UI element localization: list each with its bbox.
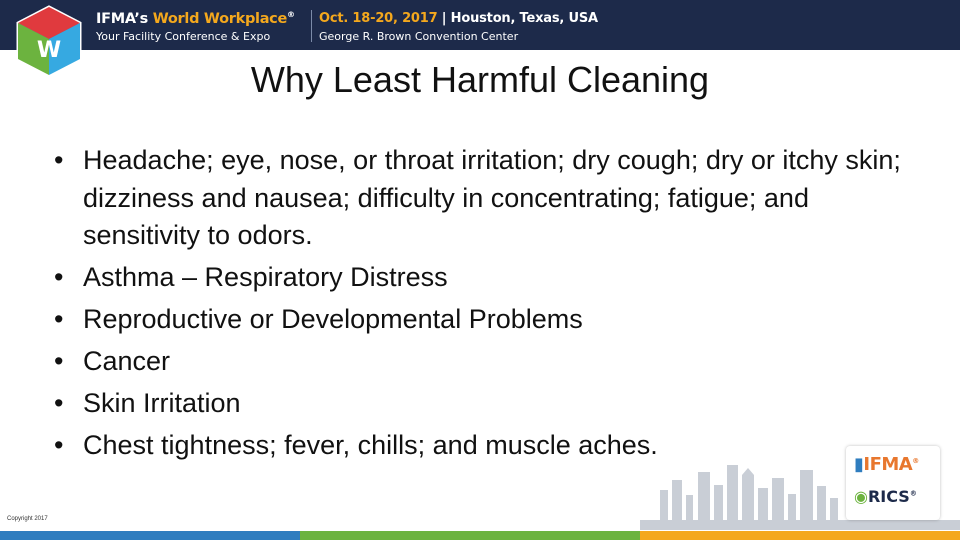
bottom-bar-segment: [640, 531, 960, 540]
bullet-item: • Asthma – Respiratory Distress: [54, 259, 924, 297]
bullet-item: • Headache; eye, nose, or throat irritation; dry cough; dry or itchy skin; dizziness and nausea; difficulty in concentrating; fatigue; and sensitivity to odors.: [54, 142, 924, 255]
ww-globe-logo-icon: [14, 5, 84, 77]
bullet-item: • Reproductive or Developmental Problems: [54, 301, 924, 339]
bullet-item: • Chest tightness; fever, chills; and muscle aches.: [54, 427, 924, 465]
header-divider: [311, 10, 312, 42]
rics-registered-mark: ®: [909, 489, 917, 498]
rics-logo-text: RICS: [867, 487, 910, 506]
svg-text:W: W: [36, 38, 62, 63]
registered-mark: ®: [287, 10, 295, 19]
date-separator: |: [437, 11, 451, 26]
copyright-notice: Copyright 2017: [7, 516, 48, 522]
rics-logo: ◉RICS®: [854, 487, 917, 506]
bullet-item: • Cancer: [54, 343, 924, 381]
bottom-bar-segment: [0, 531, 300, 540]
event-name-prefix: IFMA’s: [96, 10, 153, 27]
bottom-bar-segment: [300, 531, 640, 540]
bottom-color-bar: [0, 531, 960, 540]
event-tagline: Your Facility Conference & Expo: [96, 30, 271, 43]
event-venue: George R. Brown Convention Center: [319, 30, 519, 43]
bullet-item: • Skin Irritation: [54, 385, 924, 423]
event-name-highlight: World Workplace: [152, 10, 288, 27]
event-date: Oct. 18-20, 2017: [319, 11, 438, 26]
ifma-logo: ▮IFMA®: [854, 454, 919, 475]
event-name: [96, 10, 295, 27]
event-location: Houston, Texas, USA: [450, 11, 598, 26]
ifma-logo-text: IFMA: [863, 454, 913, 475]
slide-title: Why Least Harmful Cleaning: [250, 59, 710, 100]
event-date-location: [319, 11, 598, 26]
bullet-list: [54, 142, 924, 469]
ifma-registered-mark: ®: [912, 457, 919, 465]
